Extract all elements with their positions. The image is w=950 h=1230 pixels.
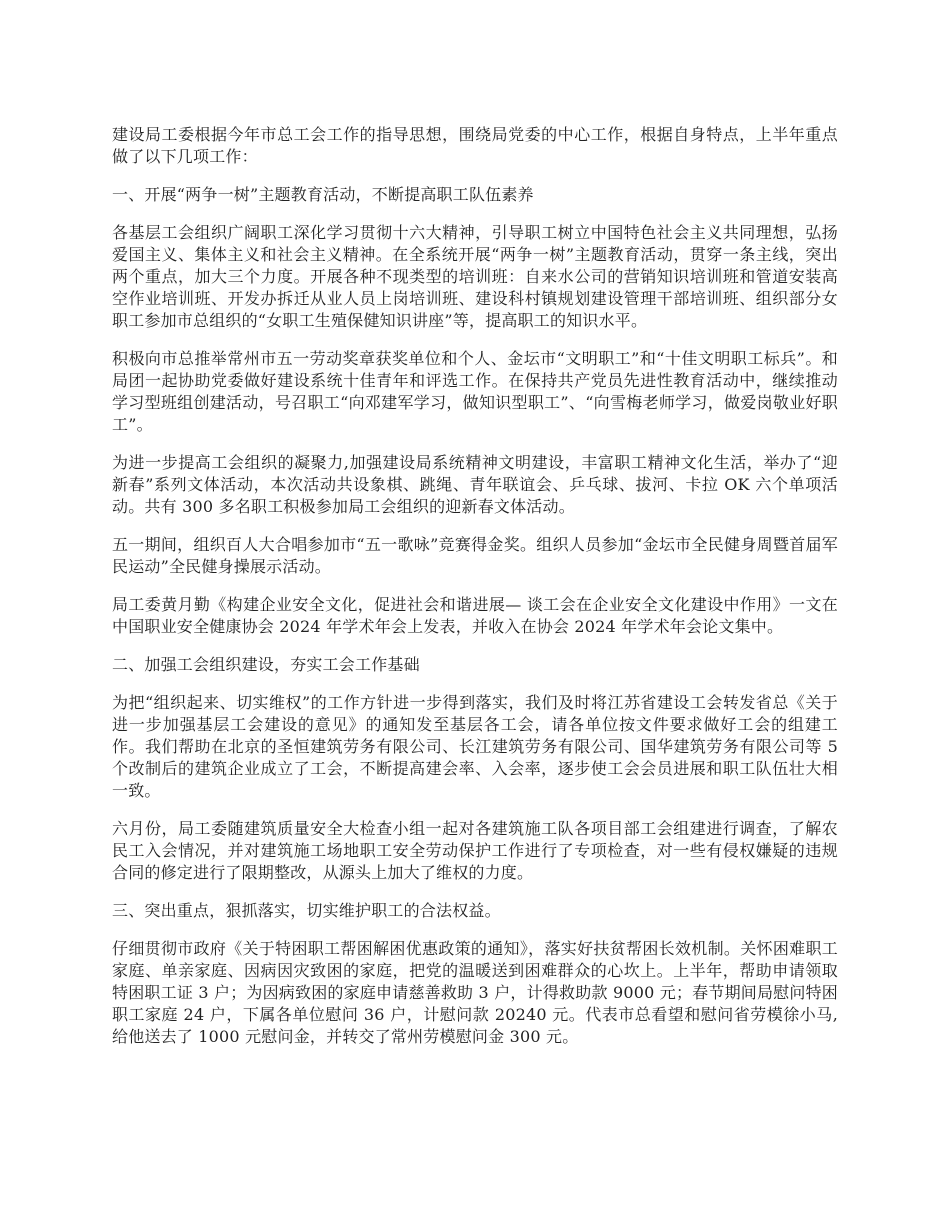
document-page [112, 124, 838, 1064]
paragraph-union-building: 为把“组织起来、切实维权”的工作方针进一步得到落实，我们及时将江苏省建设工会转发省总《关于进一步加强基层工会建设的意见》的通知发至基层各工会，请各单位按文件要求做好工会的组建工作。我们帮助在北京的圣恒建筑劳务有限公司、长江建筑劳务有限公司、国华建筑劳务有限公司等 5 个改制后的建筑企业成立了工会，不断提高建会率、入会率，逐步使工会会员进展和职工队伍壮大相一致。 [112, 693, 838, 800]
paragraph-training: 各基层工会组织广阔职工深化学习贯彻十六大精神，引导职工树立中国特色社会主义共同理想，弘扬爱国主义、集体主义和社会主义精神。在全系统开展“两争一树”主题教育活动，贯穿一条主线，突出两个重点，加大三个力度。开展各种不现类型的培训班：自来水公司的营销知识培训班和管道安装高空作业培训班、开发办拆迁从业人员上岗培训班、建设科村镇规划建设管理干部培训班、组织部分女职工参加市总组织的“女职工生殖保健知识讲座”等，提高职工的知识水平。 [112, 223, 838, 330]
paragraph-may-day: 五一期间，组织百人大合唱参加市“五一歌咏”竞赛得金奖。组织人员参加“金坛市全民健身周暨首届军民运动”全民健身操展示活动。 [112, 535, 838, 576]
section-heading-3: 三、突出重点，狠抓落实，切实维护职工的合法权益。 [112, 901, 501, 920]
paragraph-safety-paper: 局工委黄月勤《构建企业安全文化，促进社会和谐进展— 谈工会在企业安全文化建设中作用》一文在中国职业安全健康协会 2024 年学术年会上发表，并收入在协会 2024 年学术年会论文集中。 [112, 595, 838, 636]
paragraph-spring-activities: 为进一步提高工会组织的凝聚力,加强建设局系统精神文明建设，丰富职工精神文化生活，举办了“迎新春”系列文体活动，本次活动共设象棋、跳绳、青年联谊会、乒乓球、拔河、卡拉 OK 六个单项活动。共有 300 多名职工积极参加局工会组织的迎新春文体活动。 [112, 453, 838, 516]
section-heading-1: 一、开展“两争一树”主题教育活动，不断提高职工队伍素养 [112, 185, 534, 204]
paragraph-poverty-relief: 仔细贯彻市政府《关于特困职工帮困解困优惠政策的通知》，落实好扶贫帮困长效机制。关怀困难职工家庭、单亲家庭、因病因灾致困的家庭，把党的温暖送到困难群众的心坎上。上半年，帮助申请领取特困职工证 3 户；为因病致困的家庭申请慈善救助 3 户，计得救助款 9000 元；春节期间局慰问特困职工家庭 24 户，下属各单位慰问 36 户，计慰问款 20240 元。代表市总看望和慰问省劳模徐小马,给他送去了 1000 元慰问金，并转交了常州劳模慰问金 300 元。 [112, 939, 838, 1046]
intro-paragraph: 建设局工委根据今年市总工会工作的指导思想，围绕局党委的中心工作，根据自身特点，上半年重点做了以下几项工作： [112, 125, 838, 166]
paragraph-june-inspection: 六月份，局工委随建筑质量安全大检查小组一起对各建筑施工队各项目部工会组建进行调查，了解农民工入会情况，并对建筑施工场地职工安全劳动保护工作进行了专项检查，对一些有侵权嫌疑的违规合同的修定进行了限期整改，从源头上加大了维权的力度。 [112, 819, 838, 882]
section-heading-2: 二、加强工会组织建设，夯实工会工作基础 [112, 655, 420, 674]
paragraph-awards: 积极向市总推举常州市五一劳动奖章获奖单位和个人、金坛市“文明职工”和“十佳文明职工标兵”。和局团一起协助党委做好建设系统十佳青年和评选工作。在保持共产党员先进性教育活动中，继续推动学习型班组创建活动，号召职工“向邓建军学习，做知识型职工”、“向雪梅老师学习，做爱岗敬业好职工”。 [112, 349, 838, 434]
